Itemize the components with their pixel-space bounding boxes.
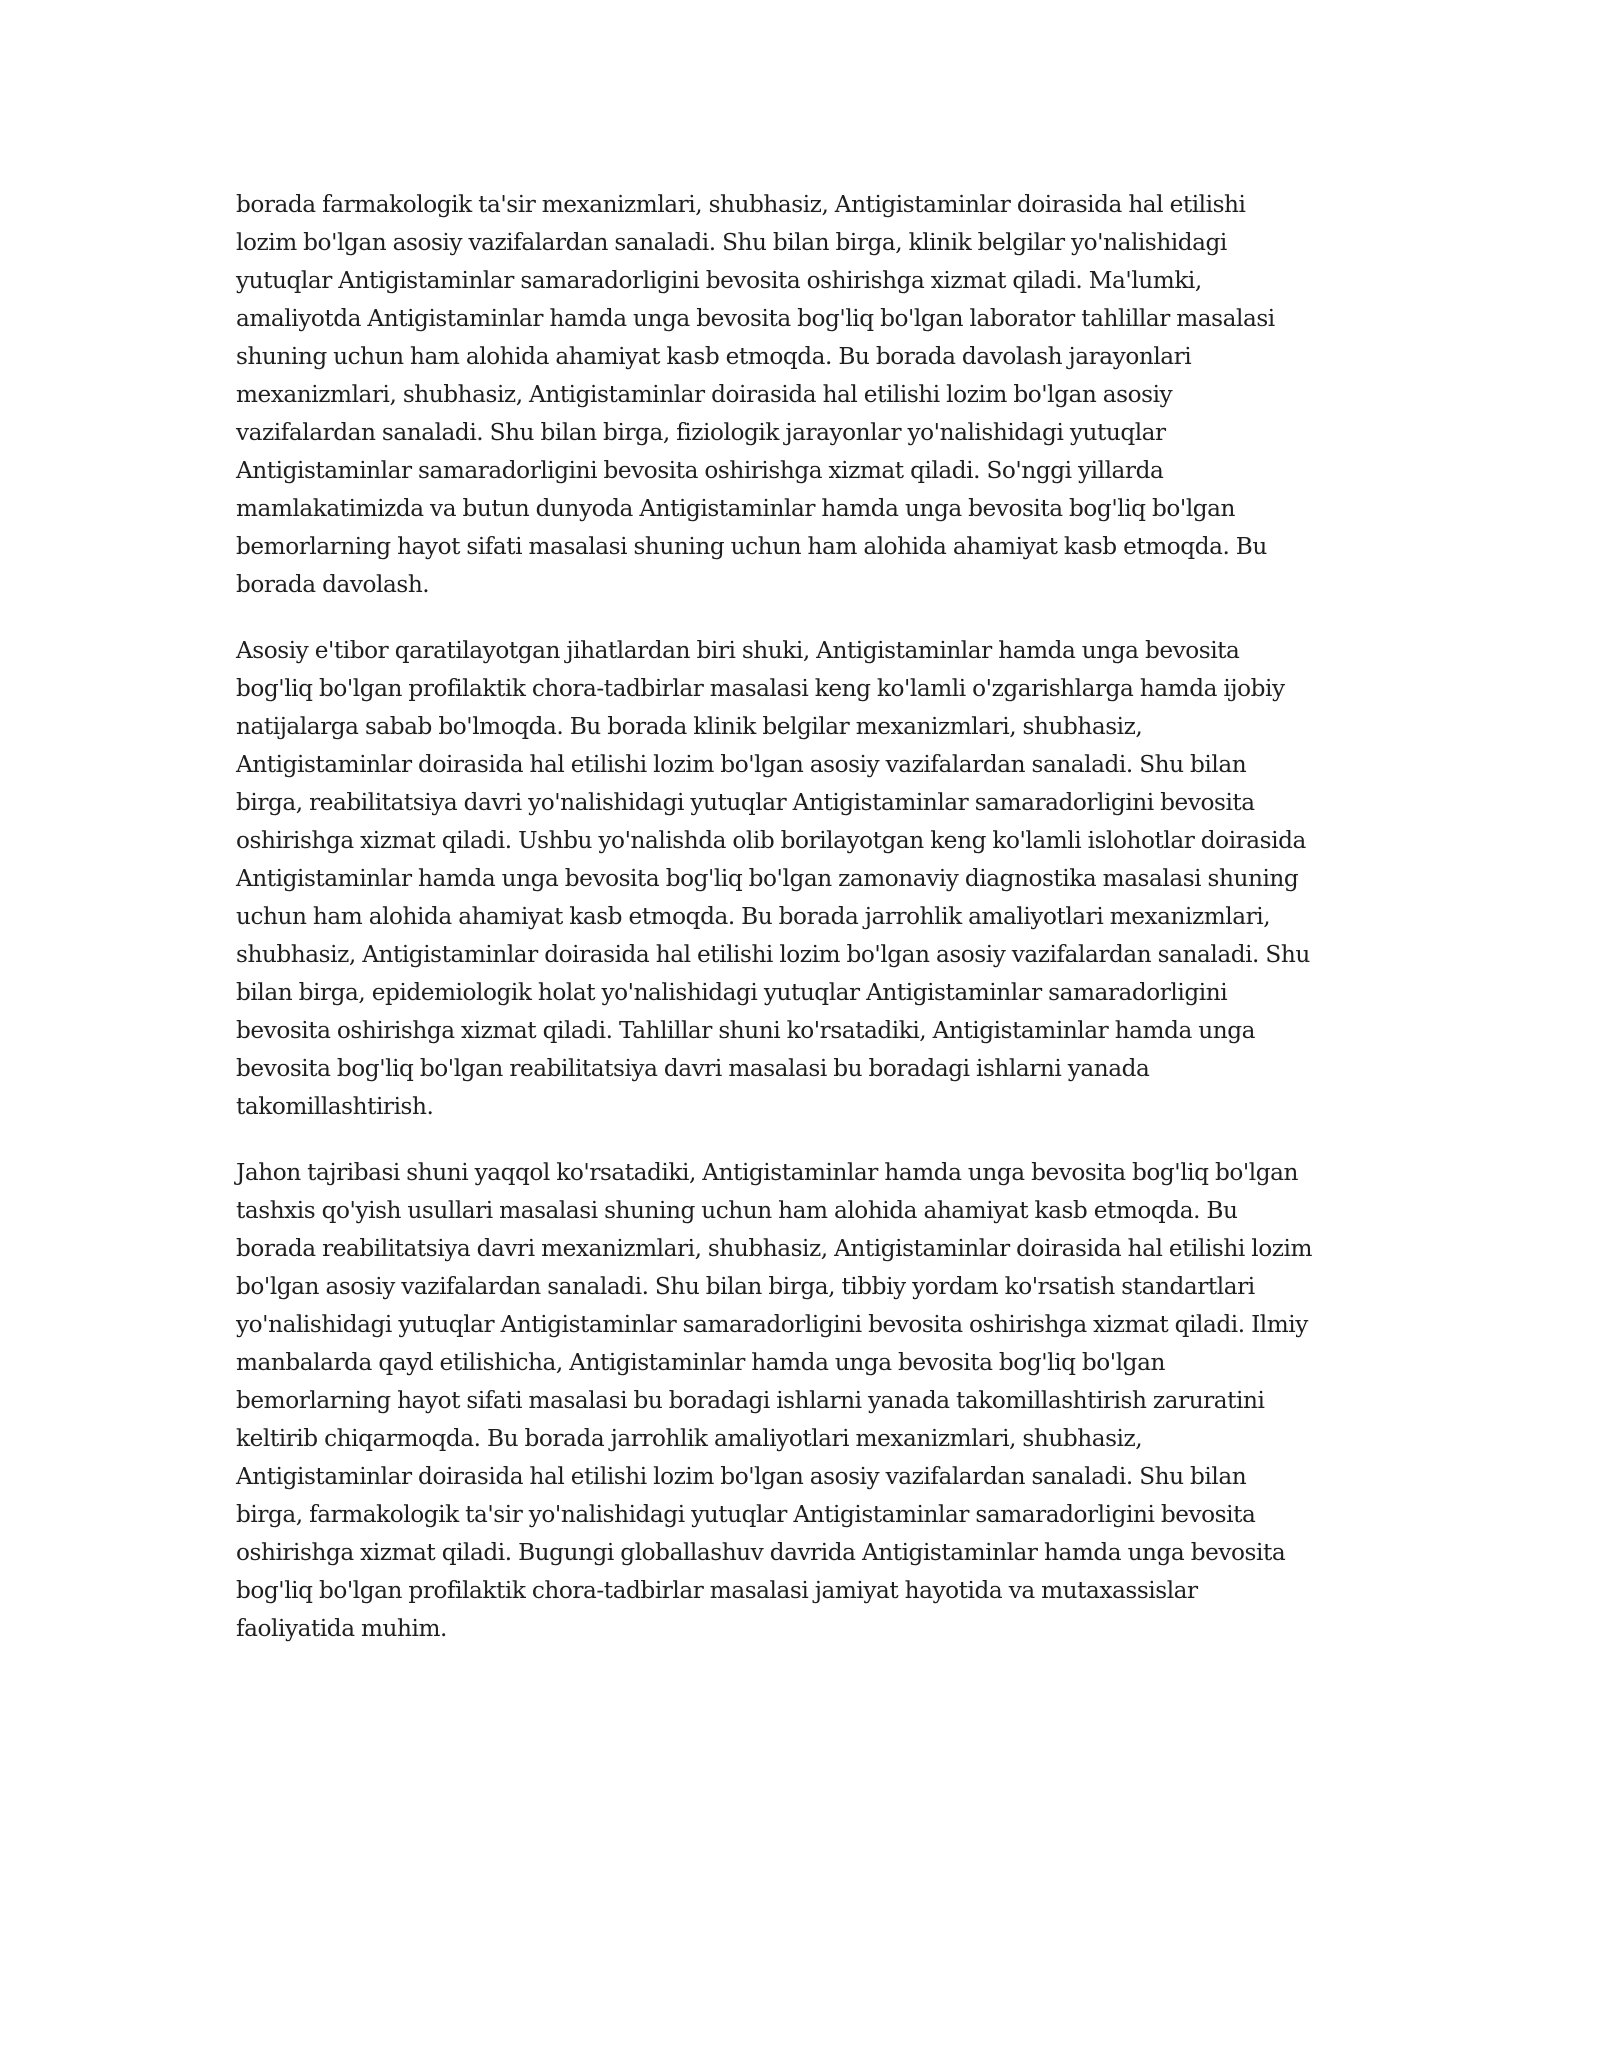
text-line: bemorlarning hayot sifati masalasi shuning uchun ham alohida ahamiyat kasb etmoqda. Bu xyxy=(236,533,1267,560)
text-line: Antigistaminlar samaradorligini bevosita oshirishga xizmat qiladi. So'nggi yillarda xyxy=(236,457,1164,484)
text-line: bevosita bog'liq bo'lgan reabilitatsiya davri masalasi bu boradagi ishlarni yanada xyxy=(236,1055,1150,1082)
text-line: takomillashtirish. xyxy=(236,1093,434,1120)
text-line: mexanizmlari, shubhasiz, Antigistaminlar doirasida hal etilishi lozim bo'lgan asosiy xyxy=(236,381,1173,408)
text-line: shubhasiz, Antigistaminlar doirasida hal etilishi lozim bo'lgan asosiy vazifalardan sanaladi. Shu xyxy=(236,941,1310,968)
document-body xyxy=(236,186,1371,1676)
text-line: borada farmakologik ta'sir mexanizmlari, shubhasiz, Antigistaminlar doirasida hal etilishi xyxy=(236,191,1246,218)
text-line: Asosiy e'tibor qaratilayotgan jihatlardan biri shuki, Antigistaminlar hamda unga bevosita xyxy=(236,637,1240,664)
text-line: natijalarga sabab bo'lmoqda. Bu borada klinik belgilar mexanizmlari, shubhasiz, xyxy=(236,713,1143,740)
text-line: uchun ham alohida ahamiyat kasb etmoqda. Bu borada jarrohlik amaliyotlari mexanizmlari, xyxy=(236,903,1271,930)
text-line: faoliyatida muhim. xyxy=(236,1615,447,1642)
paragraph-3 xyxy=(236,1154,1371,1648)
text-line: Antigistaminlar doirasida hal etilishi lozim bo'lgan asosiy vazifalardan sanaladi. Shu bilan xyxy=(236,1463,1247,1490)
paragraph-1 xyxy=(236,186,1371,604)
text-line: yutuqlar Antigistaminlar samaradorligini bevosita oshirishga xizmat qiladi. Ma'lumki, xyxy=(236,267,1202,294)
text-line: shuning uchun ham alohida ahamiyat kasb etmoqda. Bu borada davolash jarayonlari xyxy=(236,343,1192,370)
text-line: amaliyotda Antigistaminlar hamda unga bevosita bog'liq bo'lgan laborator tahlillar masalasi xyxy=(236,305,1275,332)
text-line: bog'liq bo'lgan profilaktik chora-tadbirlar masalasi keng ko'lamli o'zgarishlarga hamda ijobiy xyxy=(236,675,1285,702)
text-line: oshirishga xizmat qiladi. Ushbu yo'nalishda olib borilayotgan keng ko'lamli islohotlar doirasida xyxy=(236,827,1306,854)
text-line: yo'nalishidagi yutuqlar Antigistaminlar samaradorligini bevosita oshirishga xizmat qiladi. Ilmiy xyxy=(236,1311,1308,1338)
text-line: bevosita oshirishga xizmat qiladi. Tahlillar shuni ko'rsatadiki, Antigistaminlar hamda unga xyxy=(236,1017,1256,1044)
text-line: bemorlarning hayot sifati masalasi bu boradagi ishlarni yanada takomillashtirish zaruratini xyxy=(236,1387,1265,1414)
text-line: oshirishga xizmat qiladi. Bugungi globallashuv davrida Antigistaminlar hamda unga bevosita xyxy=(236,1539,1286,1566)
text-line: bo'lgan asosiy vazifalardan sanaladi. Shu bilan birga, tibbiy yordam ko'rsatish standartlari xyxy=(236,1273,1255,1300)
text-line: Antigistaminlar hamda unga bevosita bog'liq bo'lgan zamonaviy diagnostika masalasi shuning xyxy=(236,865,1299,892)
text-line: bilan birga, epidemiologik holat yo'nalishidagi yutuqlar Antigistaminlar samaradorligini xyxy=(236,979,1228,1006)
text-line: Jahon tajribasi shuni yaqqol ko'rsatadiki, Antigistaminlar hamda unga bevosita bog'liq bo'lgan xyxy=(236,1159,1298,1186)
paragraph-2 xyxy=(236,632,1371,1126)
text-line: lozim bo'lgan asosiy vazifalardan sanaladi. Shu bilan birga, klinik belgilar yo'nalishidagi xyxy=(236,229,1227,256)
text-line: Antigistaminlar doirasida hal etilishi lozim bo'lgan asosiy vazifalardan sanaladi. Shu bilan xyxy=(236,751,1247,778)
text-line: birga, reabilitatsiya davri yo'nalishidagi yutuqlar Antigistaminlar samaradorligini bevosita xyxy=(236,789,1255,816)
text-line: keltirib chiqarmoqda. Bu borada jarrohlik amaliyotlari mexanizmlari, shubhasiz, xyxy=(236,1425,1143,1452)
text-line: borada davolash. xyxy=(236,571,430,598)
text-line: vazifalardan sanaladi. Shu bilan birga, fiziologik jarayonlar yo'nalishidagi yutuqlar xyxy=(236,419,1166,446)
text-line: mamlakatimizda va butun dunyoda Antigistaminlar hamda unga bevosita bog'liq bo'lgan xyxy=(236,495,1236,522)
text-line: manbalarda qayd etilishicha, Antigistaminlar hamda unga bevosita bog'liq bo'lgan xyxy=(236,1349,1165,1376)
text-line: bog'liq bo'lgan profilaktik chora-tadbirlar masalasi jamiyat hayotida va mutaxassislar xyxy=(236,1577,1198,1604)
text-line: tashxis qo'yish usullari masalasi shuning uchun ham alohida ahamiyat kasb etmoqda. Bu xyxy=(236,1197,1238,1224)
text-line: birga, farmakologik ta'sir yo'nalishidagi yutuqlar Antigistaminlar samaradorligini bevosita xyxy=(236,1501,1256,1528)
text-line: borada reabilitatsiya davri mexanizmlari, shubhasiz, Antigistaminlar doirasida hal etilishi lozim xyxy=(236,1235,1312,1262)
